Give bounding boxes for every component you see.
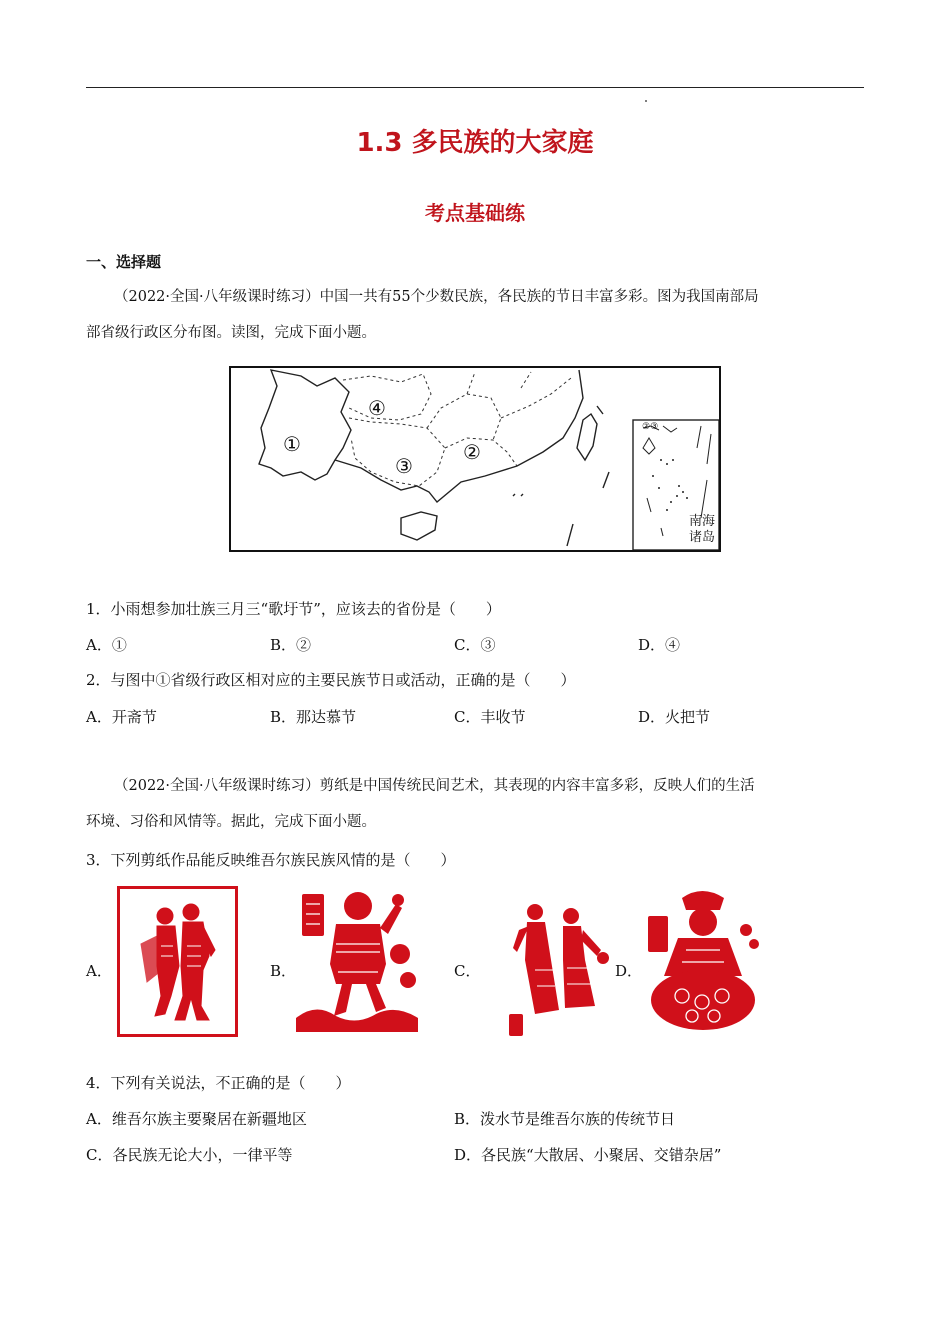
question-4-stem: 4．下列有关说法，不正确的是（ ） [86, 1074, 351, 1092]
papercut-a-image[interactable] [117, 886, 238, 1037]
map-inset-label-2-small: ②③ [642, 422, 659, 432]
passage-1-line-2: 部省级行政区分布图。读图，完成下面小题。 [86, 325, 376, 341]
question-2-option-b[interactable]: B．那达慕节 [270, 708, 357, 726]
question-3-option-a[interactable]: A． [86, 962, 112, 980]
header-dot [645, 100, 647, 102]
question-3-stem: 3．下列剪纸作品能反映维吾尔族民族风情的是（ ） [86, 851, 456, 869]
papercut-d-image[interactable] [642, 884, 764, 1034]
south-china-province-map [229, 366, 721, 552]
papercut-c-image[interactable] [505, 890, 613, 1040]
passage-1-line-1: （2022·全国·八年级课时练习）中国一共有55个少数民族，各民族的节日丰富多彩。图为我国南部局 [114, 289, 759, 305]
header-rule [86, 87, 864, 88]
map-label-2: ② [463, 440, 481, 464]
map-label-3: ③ [395, 454, 413, 478]
question-1-stem: 1．小雨想参加壮族三月三“歌圩节”，应该去的省份是（ ） [86, 600, 501, 618]
question-2-option-d[interactable]: D．火把节 [638, 708, 711, 726]
question-3-option-b[interactable]: B． [270, 962, 297, 980]
question-4-option-c[interactable]: C．各民族无论大小，一律平等 [86, 1146, 293, 1164]
passage-1 [86, 279, 864, 351]
question-2-stem: 2．与图中①省级行政区相对应的主要民族节日或活动，正确的是（ ） [86, 671, 576, 689]
question-4-option-d[interactable]: D．各民族“大散居、小聚居、交错杂居” [454, 1146, 722, 1164]
map-inset-label-line-1: 南海 [689, 514, 716, 529]
question-3-option-c[interactable]: C． [454, 962, 481, 980]
question-1-option-c[interactable]: C．③ [454, 636, 496, 654]
passage-2 [86, 768, 864, 840]
question-3-option-d[interactable]: D． [615, 962, 643, 980]
page-title: 1.3 多民族的大家庭 [356, 128, 594, 158]
question-4-option-b[interactable]: B．泼水节是维吾尔族的传统节日 [454, 1110, 676, 1128]
papercut-b-image[interactable] [296, 884, 418, 1032]
question-1-option-a[interactable]: A．① [86, 636, 127, 654]
map-inset-label [689, 514, 715, 546]
passage-2-line-2: 环境、习俗和风情等。据此，完成下面小题。 [86, 814, 376, 830]
map-inset-label-line-2: 诸岛 [689, 530, 716, 545]
question-2-option-a[interactable]: A．开斋节 [86, 708, 157, 726]
map-label-4: ④ [368, 396, 386, 420]
passage-2-line-1: （2022·全国·八年级课时练习）剪纸是中国传统民间艺术，其表现的内容丰富多彩，反映人们的生活 [114, 778, 755, 794]
question-2-option-c[interactable]: C．丰收节 [454, 708, 526, 726]
question-1-option-b[interactable]: B．② [270, 636, 312, 654]
section-heading: 一、选择题 [86, 253, 162, 271]
map-label-1: ① [283, 432, 301, 456]
page-subtitle: 考点基础练 [425, 201, 525, 225]
question-4-option-a[interactable]: A．维吾尔族主要聚居在新疆地区 [86, 1110, 307, 1128]
question-1-option-d[interactable]: D．④ [638, 636, 681, 654]
